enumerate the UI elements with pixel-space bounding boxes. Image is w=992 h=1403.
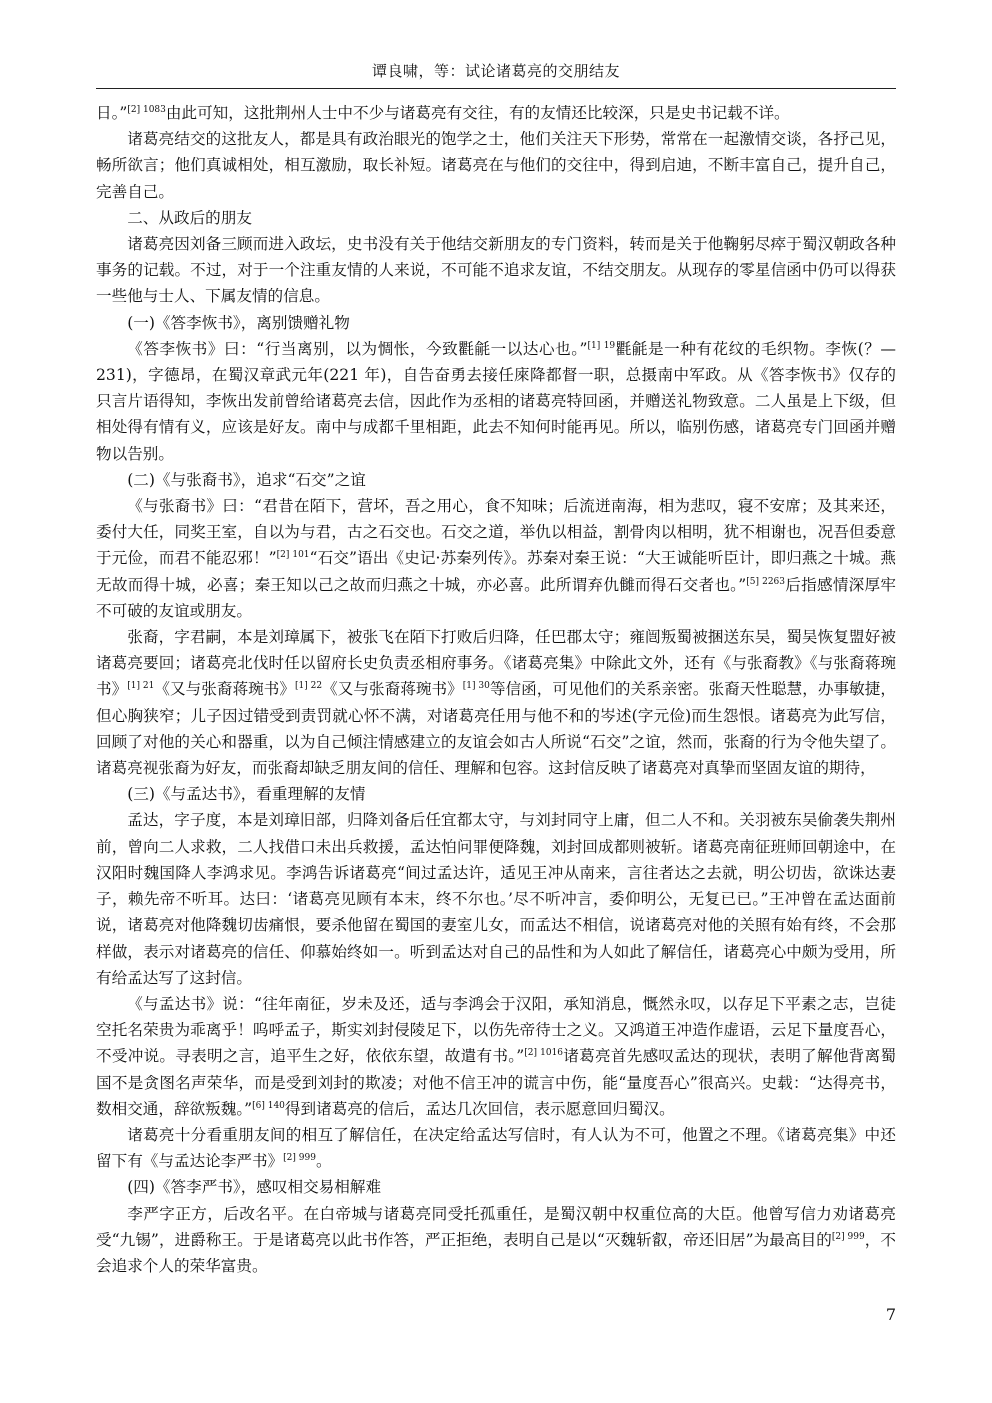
paragraph bbox=[96, 807, 896, 990]
article-body bbox=[96, 100, 896, 1295]
text-run: (四)《答李严书》，感叹相交易相解难 bbox=[127, 1178, 382, 1197]
citation-ref: [5] 2263 bbox=[746, 576, 785, 587]
citation-ref: [2] 101 bbox=[276, 550, 310, 561]
text-run: 诸葛亮因刘备三顾而进入政坛，史书没有关于他结交新朋友的专门资料，转而是关于他鞠躬尽瘁于蜀汉朝政各种事务的记载。不过，对于一个注重友情的人来说，不可能不追求友谊，不结交朋友。从现存的零星信函中仍可以得获一些他与士人、下属友情的信息。 bbox=[96, 235, 896, 306]
section-subheading bbox=[96, 1174, 896, 1200]
paragraph bbox=[96, 493, 896, 624]
text-run: 张裔，字君嗣，本是刘璋属下，被张飞在陌下打败后归降，任巴郡太守；雍闿叛蜀被捆送东吴，蜀吴恢复盟好被诸葛亮要回；诸葛亮北伐时任以留府长史负责丞相府事务。《诸葛亮集》中除此文外，还有《与张裔教》《与张裔蒋琬书》 bbox=[96, 628, 896, 699]
text-run: 得到诸葛亮的信后，孟达几次回信，表示愿意回归蜀汉。 bbox=[284, 1099, 675, 1118]
text-run: 《答李恢书》曰：“行当离别，以为惆怅，今致氍毹一以达心也。” bbox=[127, 339, 588, 358]
paragraph bbox=[96, 100, 896, 126]
paragraph bbox=[96, 1201, 896, 1280]
text-run: 。 bbox=[315, 1152, 332, 1171]
section-subheading bbox=[96, 467, 896, 493]
text-run: 《又与张裔蒋琬书》 bbox=[322, 680, 463, 699]
section-subheading bbox=[96, 781, 896, 807]
text-run: 由此可知，这批荆州人士中不少与诸葛亮有交往，有的友情还比较深，只是史书记载不详。 bbox=[165, 104, 790, 122]
text-run: (一)《答李恢书》，离别馈赠礼物 bbox=[127, 313, 350, 332]
section-subheading bbox=[96, 310, 896, 336]
text-run: 《又与张裔蒋琬书》 bbox=[154, 680, 295, 699]
text-run: 诸葛亮首先感叹孟达的现状，表明了解他背离蜀国不是贪图名声荣华，而是受到刘封的欺凌；对他不信王冲的谎言中伤，能“量度吾心”很高兴。史载：“达得亮书，数相交通，辞欲叛魏。” bbox=[96, 1047, 896, 1118]
citation-ref: [1] 30 bbox=[462, 681, 490, 692]
text-run: 诸葛亮结交的这批友人，都是具有政治眼光的饱学之士，他们关注天下形势，常常在一起激情交谈，各抒己见，畅所欲言；他们真诚相处，相互激励，取长补短。诸葛亮在与他们的交往中，得到启迪，不断丰富自己，提升自己，完善自己。 bbox=[96, 130, 896, 201]
paragraph bbox=[96, 1122, 896, 1174]
text-run: 后指感情深厚牢不可破的友谊或朋友。 bbox=[96, 575, 896, 620]
paragraph bbox=[96, 991, 896, 1122]
citation-ref: [2] 999 bbox=[831, 1231, 865, 1242]
citation-ref: [1] 19 bbox=[587, 340, 616, 351]
text-run: 李严字正方，后改名平。在白帝城与诸葛亮同受托孤重任，是蜀汉朝中权重位高的大臣。他曾写信力劝诸葛亮受“九锡”，进爵称王。于是诸葛亮以此书作答，严正拒绝，表明自己是以“灭魏斩叡，帝还旧居”为最高目的 bbox=[96, 1204, 896, 1249]
page-number: 7 bbox=[885, 1305, 896, 1324]
paragraph bbox=[96, 624, 896, 781]
section-subheading bbox=[96, 205, 896, 231]
citation-ref: [6] 140 bbox=[252, 1100, 285, 1111]
text-run: 等信函，可见他们的关系亲密。张裔天性聪慧，办事敏捷，但心胸狭窄；儿子因过错受到责罚就心怀不满，对诸葛亮任用与他不和的岑述(字元俭)而生怨恨。诸葛亮为此写信，回顾了对他的关心和器重，以为自己倾注情感建立的友谊会如古人所说“石交”之谊，然而，张裔的行为令他失望了。诸葛亮视张裔为好友，而张裔却缺乏朋友间的信任、理解和包容。这封信反映了诸葛亮对真挚而坚固友谊的期待， bbox=[96, 680, 896, 778]
text-run: 《与张裔书》曰：“君昔在陌下，营坏，吾之用心，食不知味；后流迸南海，相为悲叹，寝不安席；及其来还，委付大任，同奖王室，自以为与君，古之石交也。石交之道，举仇以相益，割骨肉以相明，犹不相谢也，况吾但委意于元俭，而君不能忍邪！” bbox=[96, 497, 896, 568]
text-run: “石交”语出《史记·苏秦列传》。苏秦对秦王说：“大王诚能听臣计，即归燕之十城。燕无故而得十城，必喜；秦王知以己之故而归燕之十城，亦必喜。此所谓弃仇雠而得石交者也。” bbox=[96, 549, 896, 594]
citation-ref: [1] 21 bbox=[127, 681, 155, 692]
paragraph bbox=[96, 336, 896, 467]
text-run: 二、从政后的朋友 bbox=[127, 208, 252, 227]
text-run: 日。” bbox=[96, 104, 128, 122]
text-run: 诸葛亮十分看重朋友间的相互了解信任，在决定给孟达写信时，有人认为不可，他置之不理。《诸葛亮集》中还留下有《与孟达论李严书》 bbox=[96, 1125, 896, 1171]
text-run: (三)《与孟达书》，看重理解的友情 bbox=[127, 785, 366, 804]
text-run: 孟达，字子度，本是刘璋旧部，归降刘备后任宜都太守，与刘封同守上庸，但二人不和。关羽被东吴偷袭失荆州前，曾向二人求救，二人找借口未出兵救援，孟达怕问罪便降魏，刘封回成都则被斩。诸葛亮南征班师回朝途中，在汉阳时魏国降人李鸿求见。李鸿告诉诸葛亮“间过孟达许，适见王冲从南来，言往者达之去就，明公切齿，欲诛达妻子，赖先帝不听耳。达曰：‘诸葛亮见顾有本末，终不尔也。’尽不听冲言，委仰明公，无复已已。”王冲曾在孟达面前说，诸葛亮对他降魏切齿痛恨，要杀他留在蜀国的妻室儿女，而孟达不相信，说诸葛亮对他的关照有始有终，不会那样做，表示对诸葛亮的信任、仰慕始终如一。听到孟达对自己的品性和为人如此了解信任，诸葛亮心中颇为受用，所有给孟达写了这封信。 bbox=[96, 811, 896, 987]
citation-ref: [1] 22 bbox=[294, 681, 323, 692]
citation-ref: [2] 1083 bbox=[127, 105, 166, 115]
paragraph bbox=[96, 231, 896, 310]
citation-ref: [2] 999 bbox=[283, 1153, 316, 1164]
text-run: (二)《与张裔书》，追求“石交”之谊 bbox=[127, 470, 366, 489]
paragraph bbox=[96, 126, 896, 205]
citation-ref: [2] 1016 bbox=[524, 1048, 564, 1059]
text-run: 氍毹是一种有花纹的毛织物。李恢(？—231)，字德昂，在蜀汉章武元年(221 年)，自告奋勇去接任庲降都督一职，总摄南中军政。从《答李恢书》仅存的只言片语得知，李恢出发前曾给诸葛亮去信，因此作为丞相的诸葛亮特回函，并赠送礼物致意。二人虽是上下级，但相处得有情有义，应该是好友。南中与成都千里相距，此去不知何时能再见。所以，临别伤感，诸葛亮专门回函并赠物以告别。 bbox=[96, 339, 896, 463]
running-header: 谭良啸，等：试论诸葛亮的交朋结友 bbox=[371, 62, 620, 80]
text-run: ，不会追求个人的荣华富贵。 bbox=[96, 1230, 896, 1275]
text-run: 《与孟达书》说：“往年南征，岁未及还，适与李鸿会于汉阳，承知消息，慨然永叹，以存足下平素之志，岂徒空托名荣贵为乖离乎！呜呼孟子，斯实刘封侵陵足下，以伤先帝待士之义。又鸿道王冲造作虚语，云足下量度吾心，不受冲说。寻表明之言，追平生之好，依依东望，故遣有书。” bbox=[96, 994, 896, 1066]
header-rule bbox=[96, 88, 896, 89]
